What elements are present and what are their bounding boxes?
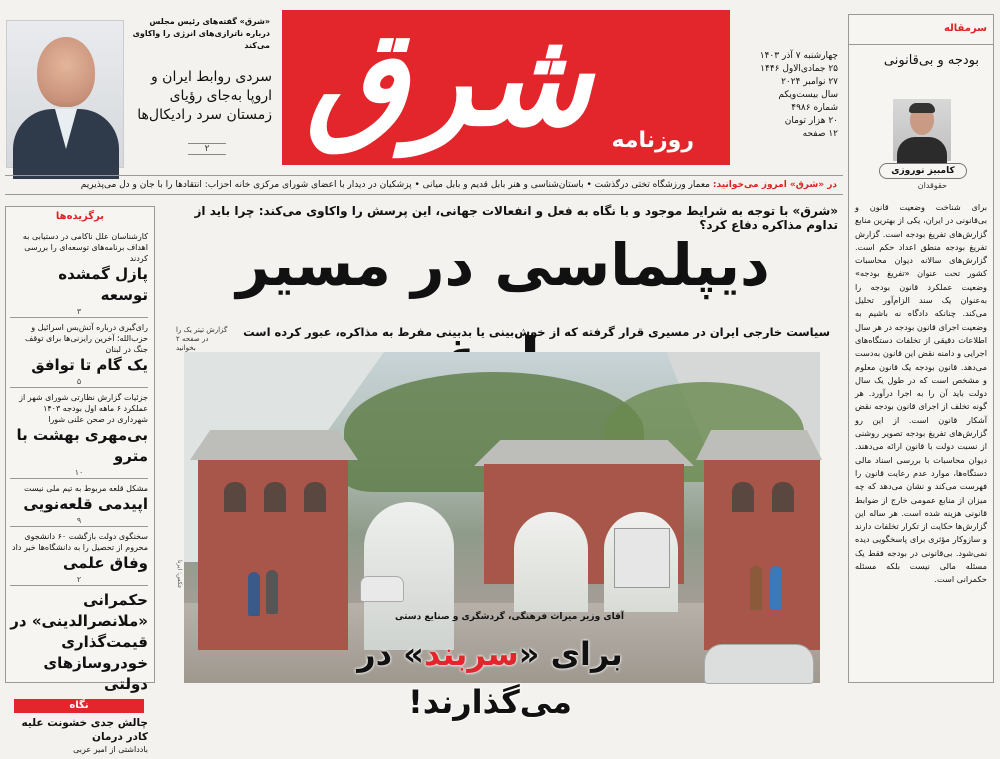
pick-page: ۲: [10, 575, 148, 586]
photo-credit: عکس: ایرنا: [176, 560, 183, 589]
issue-date-hijri: ۲۵ جمادی‌الاول ۱۴۴۶: [760, 64, 838, 74]
pick-page: ۳: [10, 307, 148, 318]
pick-headline[interactable]: پازل گمشده توسعه: [58, 265, 148, 304]
photo-headline-part: برای «: [518, 635, 623, 673]
gate-window: [264, 482, 286, 512]
picks-section-title: برگزیده‌ها: [55, 211, 105, 222]
pick-kicker: مشکل قلعه مربوط به تیم ملی نیست: [24, 484, 148, 493]
issue-price: ۲۰ هزار تومان: [784, 116, 838, 126]
opinion-headline[interactable]: چالش جدی خشونت علیه کادر درمان: [21, 717, 148, 743]
divider: [849, 44, 993, 45]
editorial-title[interactable]: بودجه و بی‌قانونی: [883, 53, 979, 68]
author-name: کامبیز نوروزی: [879, 163, 967, 179]
list-item[interactable]: [10, 590, 148, 695]
picks-column: [5, 206, 155, 754]
photo-person: [248, 572, 260, 616]
list-item[interactable]: [10, 531, 148, 586]
photo-caption: آقای وزیر میراث فرهنگی، گردشگری و صنایع دستی: [395, 612, 624, 622]
gate-roof-right: [696, 430, 822, 460]
photo-headline-part: » در می‌گذارند!: [357, 635, 572, 721]
gate-window: [304, 482, 326, 512]
gate-window: [772, 482, 794, 512]
gate-roof-left: [190, 430, 358, 460]
ticker-text: معمار ورزشگاه تختی درگذشت • باستان‌شناسی و هنر بابل قدیم و بابل میانی • پزشکیان در دیدار با اعضای شورای مرکزی خانه احزاب: انتقادها را با جان و دل می‌پذیریم: [80, 180, 711, 190]
top-teaser[interactable]: [6, 8, 278, 168]
list-item[interactable]: [10, 483, 148, 527]
gate-window: [224, 482, 246, 512]
photo-headline[interactable]: [300, 630, 680, 726]
photo-truck: [614, 528, 670, 588]
gate-roof-center: [474, 440, 694, 466]
editorial-body: برای شناخت وضعیت قانون و بی‌قانونی در ایران، یکی از بهترین منابع گزارش‌های تفریغ بودجه است. گزارش تفریغ بودجه منطق اعداد حکم است. گزارش‌های سالانه دیوان محاسبات کشور تحت عنوان «تفریغ بودجه» وضعیت عملکرد قانون بودجه را به‌عنوان یک سند الزام‌آور تحلیل می‌کند. چنانکه دادگاه نه باشیم به وضعیت اجرای قانون بودجه در هر سال اطلاعات دقیقی از تخلفات دستگاه‌های اجرایی و دامنه نقض این قانون به‌دست می‌دهد. قانون بودجه یک قانون معلوم و مشخص است که در طول یک سال دولت باید آن را به اجرا درآورد. هر گونه تخلف از اجرای قانون بودجه نقض آشکار قانون است. از این رو گزارش‌های تفریغ بودجه تصویر روشنی از نسبت دولت با قانون ارائه می‌دهند. دیوان محاسبات با بررسی اسناد مالی دستگاه‌ها، موارد عدم رعایت قانون را فهرست می‌کند و نشان می‌دهد که چه میزان از منابع عمومی خارج از ضوابط قانونی هزینه شده است. هر ساله این گزارش‌ها حکایت از تکرار تخلفات دارند و سازوکار مؤثری برای پاسخگویی دیده نمی‌شود. بی‌قانونی در بودجه فقط یک مسئله مالی نیست بلکه مسئله حکمرانی است.: [855, 202, 987, 585]
photo-person: [770, 566, 782, 610]
issue-date-gregorian: ۲۷ نوامبر ۲۰۲۴: [781, 77, 838, 87]
list-item[interactable]: [10, 322, 148, 388]
gate-tower-right: [704, 460, 820, 650]
pick-page: ۹: [10, 516, 148, 527]
headline-ticker[interactable]: [5, 175, 843, 195]
teaser-page-number: ۲: [188, 143, 226, 155]
opinion-byline: بادداشتی از امیر عربی: [73, 745, 148, 754]
author-role: حقوقدان: [917, 181, 947, 190]
pick-kicker: سخنگوی دولت بازگشت ۶۰ دانشجوی محروم از تحصیل را به دانشگاه‌ها خبر داد: [12, 532, 148, 552]
author-photo: [893, 99, 951, 161]
pick-kicker: جزئیات گزارش نظارتی شورای شهر از عملکرد ۶ ماهه اول بودجه ۱۴۰۳ شهرداری در صحن علنی شورا: [19, 393, 148, 424]
main-story-dek: سیاست خارجی ایران در مسیری قرار گرفته که از خوش‌بینی یا بدبینی مفرط به مذاکره، عبور کرده است: [243, 325, 830, 339]
issue-date-box: [740, 50, 838, 155]
teaser-headline[interactable]: سردی روابط ایران و اروپا به‌جای رؤیای زمستان سرد رادیکال‌ها: [137, 69, 272, 123]
photo-person: [266, 570, 278, 614]
teaser-portrait-photo: [6, 20, 124, 168]
list-item[interactable]: [10, 716, 148, 755]
pick-headline[interactable]: اپیدمی قلعه‌نویی: [23, 495, 148, 513]
teaser-kicker: «شرق» گفته‌های رئیس مجلس درباره ناترازی‌های انرژی را واکاوی می‌کند: [132, 17, 270, 50]
gate-window: [732, 482, 754, 512]
photo-car: [704, 644, 814, 684]
opinion-badge: نگاه: [14, 699, 144, 713]
photo-person: [750, 566, 762, 610]
author-photo-hair: [909, 103, 935, 113]
issue-number: شماره ۴۹۸۶: [791, 103, 838, 113]
list-item[interactable]: [10, 231, 148, 318]
picks-list: [10, 231, 148, 759]
gate-arch: [514, 512, 588, 612]
main-story-page-note: گزارش تیتر یک را در صفحه ۲ بخوانید: [176, 326, 228, 352]
photo-car: [360, 576, 404, 602]
photo-headline-highlight: سربند: [423, 635, 519, 673]
ticker-label: در «شرق» امروز می‌خوانید:: [712, 180, 837, 190]
masthead: [282, 1, 730, 165]
issue-year: سال بیست‌ویکم: [778, 90, 838, 100]
editorial-column: [848, 14, 994, 683]
pick-headline[interactable]: حکمرانی «ملانصرالدینی» در قیمت‌گذاری خودروسازهای دولتی: [10, 591, 148, 693]
pick-headline[interactable]: یک گام تا توافق: [31, 356, 148, 374]
list-item[interactable]: [10, 392, 148, 479]
pick-kicker: رای‌گیری درباره آتش‌بس اسرائیل و حزب‌الله؛ آخرین رایزنی‌ها برای توقف جنگ در لبنان: [25, 323, 148, 354]
issue-pages: ۱۲ صفحه: [802, 129, 838, 139]
pick-page: ۱۰: [10, 468, 148, 479]
masthead-logo: شرق: [306, 1, 592, 156]
issue-date-persian: چهارشنبه ۷ آذر ۱۴۰۳: [759, 51, 838, 61]
pick-headline[interactable]: وفاق علمی: [62, 554, 148, 572]
editorial-section-title: سرمقاله: [943, 23, 987, 34]
masthead-logo-sub: روزنامه: [611, 128, 694, 153]
teaser-portrait-head: [37, 37, 95, 107]
main-story-kicker: «شرق» با توجه به شرایط موجود و با نگاه به فعل و انفعالات جهانی، این پرسش را واکاوی می‌کند: چرا باید از تداوم مذاکره دفاع کرد؟: [194, 204, 838, 232]
main-story-headline[interactable]: دیپلماسی در مسیر: [236, 231, 770, 299]
pick-headline[interactable]: بی‌مهری بهشت با مترو: [16, 426, 148, 465]
pick-kicker: کارشناسان علل ناکامی در دستیابی به اهداف برنامه‌های توسعه‌ای را بررسی کردند: [22, 232, 148, 263]
pick-page: ۵: [10, 377, 148, 388]
